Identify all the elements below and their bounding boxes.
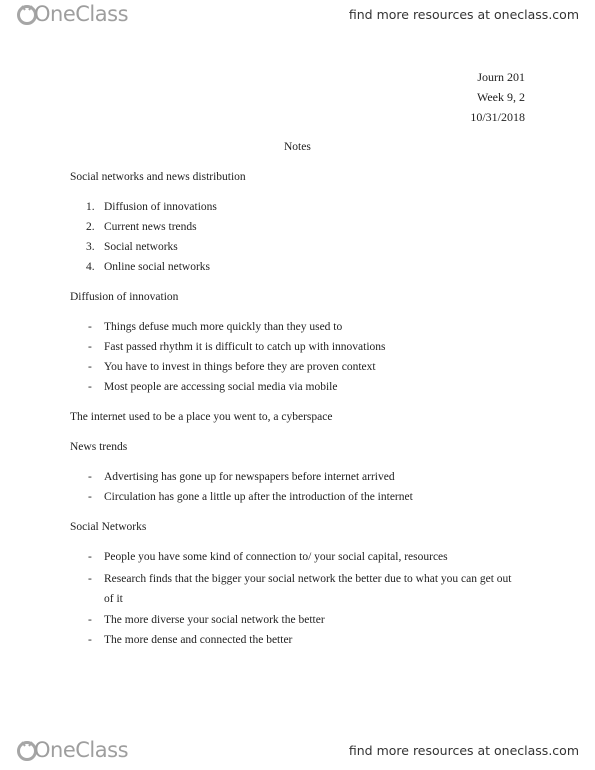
- logo-text: OneClass: [34, 2, 129, 26]
- course-name: Journ 201: [477, 70, 525, 84]
- bullet-dash: -: [88, 381, 92, 393]
- bullet-item-continuation: of it: [104, 593, 123, 605]
- bullet-dash: -: [88, 491, 92, 503]
- bullet-item: People you have some kind of connection to/ your social capital, resources: [104, 551, 448, 563]
- section-heading-social-networks: Social Networks: [70, 521, 147, 533]
- outline-item: Diffusion of innovations: [104, 201, 217, 213]
- outline-number: 3.: [86, 241, 95, 253]
- outline-item: Social networks: [104, 241, 178, 253]
- page-title: Notes: [284, 141, 311, 153]
- bullet-dash: -: [88, 321, 92, 333]
- bullet-dash: -: [88, 341, 92, 353]
- outline-item: Current news trends: [104, 221, 197, 233]
- bullet-item: Fast passed rhythm it is difficult to catch up with innovations: [104, 341, 386, 353]
- outline-number: 2.: [86, 221, 95, 233]
- bullet-dash: -: [88, 471, 92, 483]
- bullet-dash: -: [88, 614, 92, 626]
- tagline-link[interactable]: find more resources at oneclass.com: [348, 7, 579, 22]
- tagline-link[interactable]: find more resources at oneclass.com: [348, 743, 579, 758]
- outline-item: Online social networks: [104, 261, 211, 273]
- bullet-item: Most people are accessing social media via mobile: [104, 381, 338, 393]
- intro-heading: Social networks and news distribution: [70, 171, 246, 183]
- bullet-item: You have to invest in things before they are proven context: [104, 361, 376, 373]
- bullet-dash: -: [88, 361, 92, 373]
- oneclass-logo[interactable]: [16, 738, 128, 762]
- date-label: 10/31/2018: [470, 110, 525, 124]
- logo-text: OneClass: [34, 738, 129, 762]
- internet-line: The internet used to be a place you went to, a cyberspace: [70, 411, 333, 423]
- bullet-item: The more diverse your social network the better: [104, 614, 325, 626]
- bullet-item: The more dense and connected the better: [104, 634, 293, 646]
- bullet-item: Advertising has gone up for newspapers before internet arrived: [104, 471, 395, 483]
- outline-number: 4.: [86, 261, 95, 273]
- bullet-item: Research finds that the bigger your social network the better due to what you can get out: [104, 573, 512, 585]
- bullet-dash: -: [88, 634, 92, 646]
- bottom-brand-bar: [0, 736, 595, 766]
- section-heading-diffusion: Diffusion of innovation: [70, 291, 179, 303]
- week-label: Week 9, 2: [476, 90, 525, 104]
- bullet-item: Things defuse much more quickly than they used to: [104, 321, 343, 333]
- outline-number: 1.: [86, 201, 95, 213]
- bullet-item: Circulation has gone a little up after the introduction of the internet: [104, 491, 413, 503]
- bullet-dash: -: [88, 551, 92, 563]
- bullet-dash: -: [88, 573, 92, 585]
- section-heading-news-trends: News trends: [70, 441, 128, 453]
